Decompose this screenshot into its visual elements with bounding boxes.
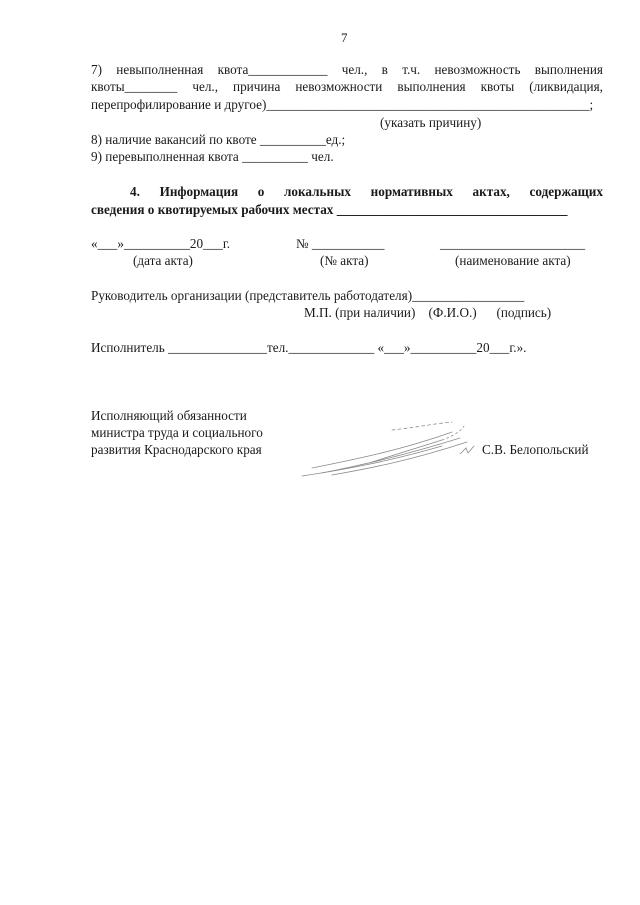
quota-item-7-line-2 xyxy=(91,79,603,95)
quota-item-7-word: выполнения xyxy=(534,62,603,77)
signer-name: С.В. Белопольский xyxy=(482,442,589,457)
quota-item-7-word: квота____________ xyxy=(217,62,328,77)
act-name-field: ______________________ xyxy=(440,236,586,251)
quota-item-7-word: т.ч. xyxy=(402,62,421,77)
reason-caption: (указать причину) xyxy=(380,115,482,130)
section-4-word: локальных xyxy=(284,184,351,199)
quota-item-7-word: невыполненная xyxy=(116,62,204,77)
quota-item-7-line-2-word: чел., xyxy=(192,79,219,94)
quota-item-7-line-3: перепрофилирование и другое)_________________________________________________; xyxy=(91,97,594,112)
quota-item-7-word: чел., xyxy=(341,62,368,77)
quota-item-7-line-2-word: квоты xyxy=(480,79,515,94)
act-name-caption: (наименование акта) xyxy=(455,253,571,268)
handwritten-signature xyxy=(292,418,482,482)
quota-item-7-word: невозможность xyxy=(434,62,521,77)
act-number-caption: (№ акта) xyxy=(320,253,369,268)
quota-item-7-line-1 xyxy=(91,62,603,78)
act-date-field: «___»__________20___г. xyxy=(91,236,231,251)
quota-item-8: 8) наличие вакансий по квоте __________ед.; xyxy=(91,132,346,147)
head-captions: М.П. (при наличии) (Ф.И.О.) (подпись) xyxy=(304,305,552,320)
section-4-heading-line-1 xyxy=(130,184,603,200)
quota-item-7-line-2-word: квоты________ xyxy=(91,79,178,94)
signer-title-line-3: развития Краснодарского края xyxy=(91,442,262,457)
section-4-word: содержащих xyxy=(529,184,603,199)
signer-title-line-1: Исполняющий обязанности xyxy=(91,408,247,423)
signer-title-line-2: министра труда и социального xyxy=(91,425,263,440)
quota-item-7-line-2-word: выполнения xyxy=(397,79,466,94)
act-date-caption: (дата акта) xyxy=(133,253,193,268)
quota-item-7-line-2-word: причина xyxy=(233,79,281,94)
section-4-word: Информация xyxy=(159,184,239,199)
section-4-word: 4. xyxy=(130,184,140,199)
section-4-word: о xyxy=(257,184,265,199)
quota-item-7-word: в xyxy=(381,62,388,77)
quota-item-7-line-2-word: (ликвидация, xyxy=(529,79,603,94)
section-4-heading-line-2: сведения о квотируемых рабочих местах ___________________________________ xyxy=(91,202,568,217)
section-4-word: актах, xyxy=(472,184,510,199)
quota-item-7-line-2-word: невозможности xyxy=(295,79,383,94)
head-of-organization-line: Руководитель организации (представитель работодателя)_________________ xyxy=(91,288,525,303)
act-number-field: № ___________ xyxy=(296,236,385,251)
quota-item-9: 9) перевыполненная квота __________ чел. xyxy=(91,149,334,164)
section-4-word: нормативных xyxy=(370,184,453,199)
quota-item-7-word: 7) xyxy=(91,62,102,77)
page-number: 7 xyxy=(341,30,348,45)
executor-line: Исполнитель _______________тел._____________ «___»__________20___г.». xyxy=(91,340,527,355)
